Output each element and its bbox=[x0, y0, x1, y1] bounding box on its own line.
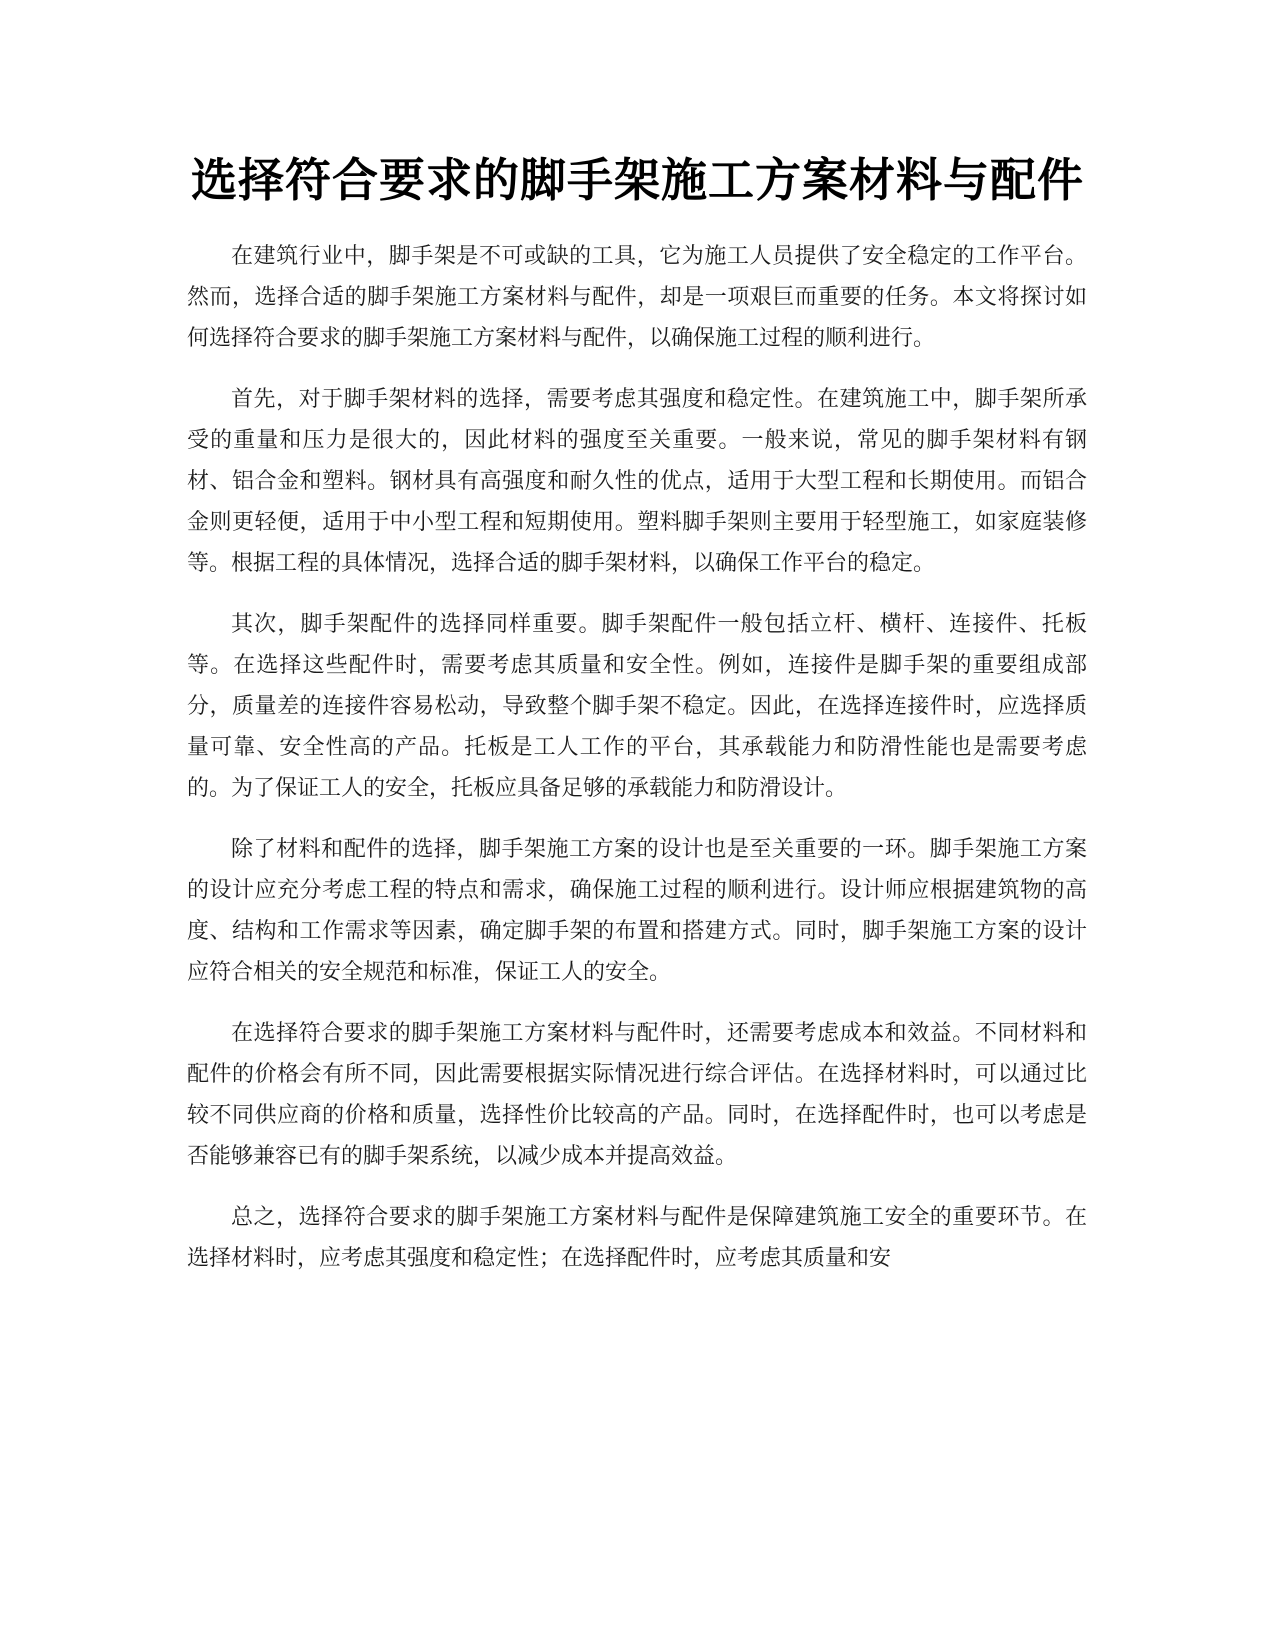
paragraph-design: 除了材料和配件的选择，脚手架施工方案的设计也是至关重要的一环。脚手架施工方案的设计应充分考虑工程的特点和需求，确保施工过程的顺利进行。设计师应根据建筑物的高度、结构和工作需求等因素，确定脚手架的布置和搭建方式。同时，脚手架施工方案的设计应符合相关的安全规范和标准，保证工人的安全。 bbox=[187, 837, 1087, 985]
paragraph-cost: 在选择符合要求的脚手架施工方案材料与配件时，还需要考虑成本和效益。不同材料和配件的价格会有所不同，因此需要根据实际情况进行综合评估。在选择材料时，可以通过比较不同供应商的价格和质量，选择性价比较高的产品。同时，在选择配件时，也可以考虑是否能够兼容已有的脚手架系统，以减少成本并提高效益。 bbox=[187, 1021, 1087, 1169]
paragraph-intro: 在建筑行业中，脚手架是不可或缺的工具，它为施工人员提供了安全稳定的工作平台。然而，选择合适的脚手架施工方案材料与配件，却是一项艰巨而重要的任务。本文将探讨如何选择符合要求的脚手架施工方案材料与配件，以确保施工过程的顺利进行。 bbox=[187, 244, 1087, 351]
page-title: 选择符合要求的脚手架施工方案材料与配件 bbox=[191, 153, 1084, 207]
paragraph-summary: 总之，选择符合要求的脚手架施工方案材料与配件是保障建筑施工安全的重要环节。在选择材料时，应考虑其强度和稳定性；在选择配件时，应考虑其质量和安 bbox=[187, 1205, 1087, 1271]
paragraph-materials: 首先，对于脚手架材料的选择，需要考虑其强度和稳定性。在建筑施工中，脚手架所承受的重量和压力是很大的，因此材料的强度至关重要。一般来说，常见的脚手架材料有钢材、铝合金和塑料。钢材具有高强度和耐久性的优点，适用于大型工程和长期使用。而铝合金则更轻便，适用于中小型工程和短期使用。塑料脚手架则主要用于轻型施工，如家庭装修等。根据工程的具体情况，选择合适的脚手架材料，以确保工作平台的稳定。 bbox=[187, 387, 1087, 576]
paragraph-accessories: 其次，脚手架配件的选择同样重要。脚手架配件一般包括立杆、横杆、连接件、托板等。在选择这些配件时，需要考虑其质量和安全性。例如，连接件是脚手架的重要组成部分，质量差的连接件容易松动，导致整个脚手架不稳定。因此，在选择连接件时，应选择质量可靠、安全性高的产品。托板是工人工作的平台，其承载能力和防滑性能也是需要考虑的。为了保证工人的安全，托板应具备足够的承载能力和防滑设计。 bbox=[187, 612, 1087, 801]
document-body bbox=[187, 236, 1087, 1299]
